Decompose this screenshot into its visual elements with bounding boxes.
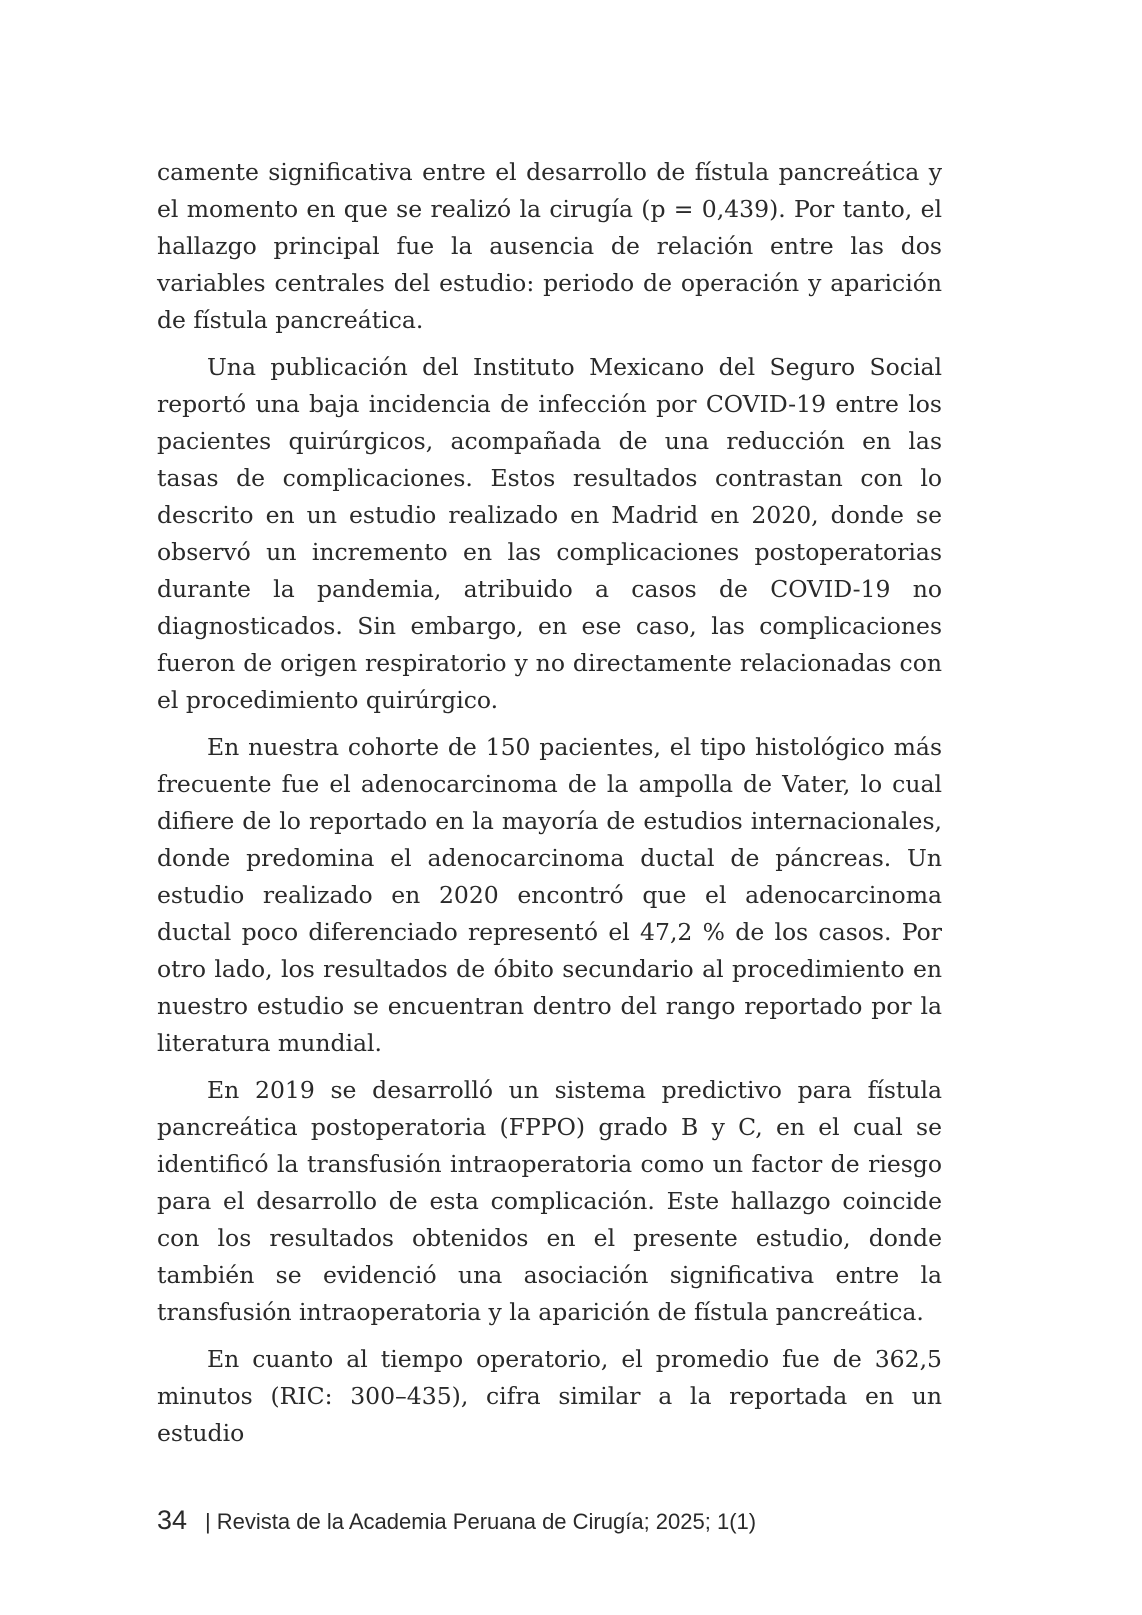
paragraph-fppo-predictive-system: En 2019 se desarrolló un sistema predictivo para fístula pancreática postoperatoria (FPPO) grado B y C, en el cual se identificó la transfusión intraoperatoria como un factor de riesgo para el desarrollo de esta complicación. Este hallazgo coincide con los resultados obtenidos en el presente estudio, donde también se evidenció una asociación significativa entre la transfusión intraoperatoria y la aparición de fístula pancreática. xyxy=(157,1076,942,1326)
journal-citation: Revista de la Academia Peruana de Cirugía; 2025; 1(1) xyxy=(216,1509,757,1534)
paragraph-operative-time: En cuanto al tiempo operatorio, el promedio fue de 362,5 minutos (RIC: 300–435), cifra similar a la reportada en un estudio xyxy=(157,1345,942,1447)
footer-separator: | xyxy=(205,1509,211,1534)
page-number: 34 xyxy=(157,1505,188,1535)
paragraph-imss-publication: Una publicación del Instituto Mexicano del Seguro Social reportó una baja incidencia de infección por COVID-19 entre los pacientes quirúrgicos, acompañada de una reducción en las tasas de complicaciones. Estos resultados contrastan con lo descrito en un estudio realizado en Madrid en 2020, donde se observó un incremento en las complicaciones postoperatorias durante la pandemia, atribuido a casos de COVID-19 no diagnosticados. Sin embargo, en ese caso, las complicaciones fueron de origen respiratorio y no directamente relacionadas con el procedimiento quirúrgico. xyxy=(157,353,942,714)
paragraph-cohort-histology: En nuestra cohorte de 150 pacientes, el tipo histológico más frecuente fue el adenocarcinoma de la ampolla de Vater, lo cual difiere de lo reportado en la mayoría de estudios internacionales, donde predomina el adenocarcinoma ductal de páncreas. Un estudio realizado en 2020 encontró que el adenocarcinoma ductal poco diferenciado representó el 47,2 % de los casos. Por otro lado, los resultados de óbito secundario al procedimiento en nuestro estudio se encuentran dentro del rango reportado por la literatura mundial. xyxy=(157,733,942,1057)
page-footer xyxy=(157,1505,756,1536)
article-body xyxy=(157,154,942,1452)
paragraph-continuation: camente significativa entre el desarrollo de fístula pancreática y el momento en que se realizó la cirugía (p = 0,439). Por tanto, el hallazgo principal fue la ausencia de relación entre las dos variables centrales del estudio: periodo de operación y aparición de fístula pancreática. xyxy=(157,158,942,334)
